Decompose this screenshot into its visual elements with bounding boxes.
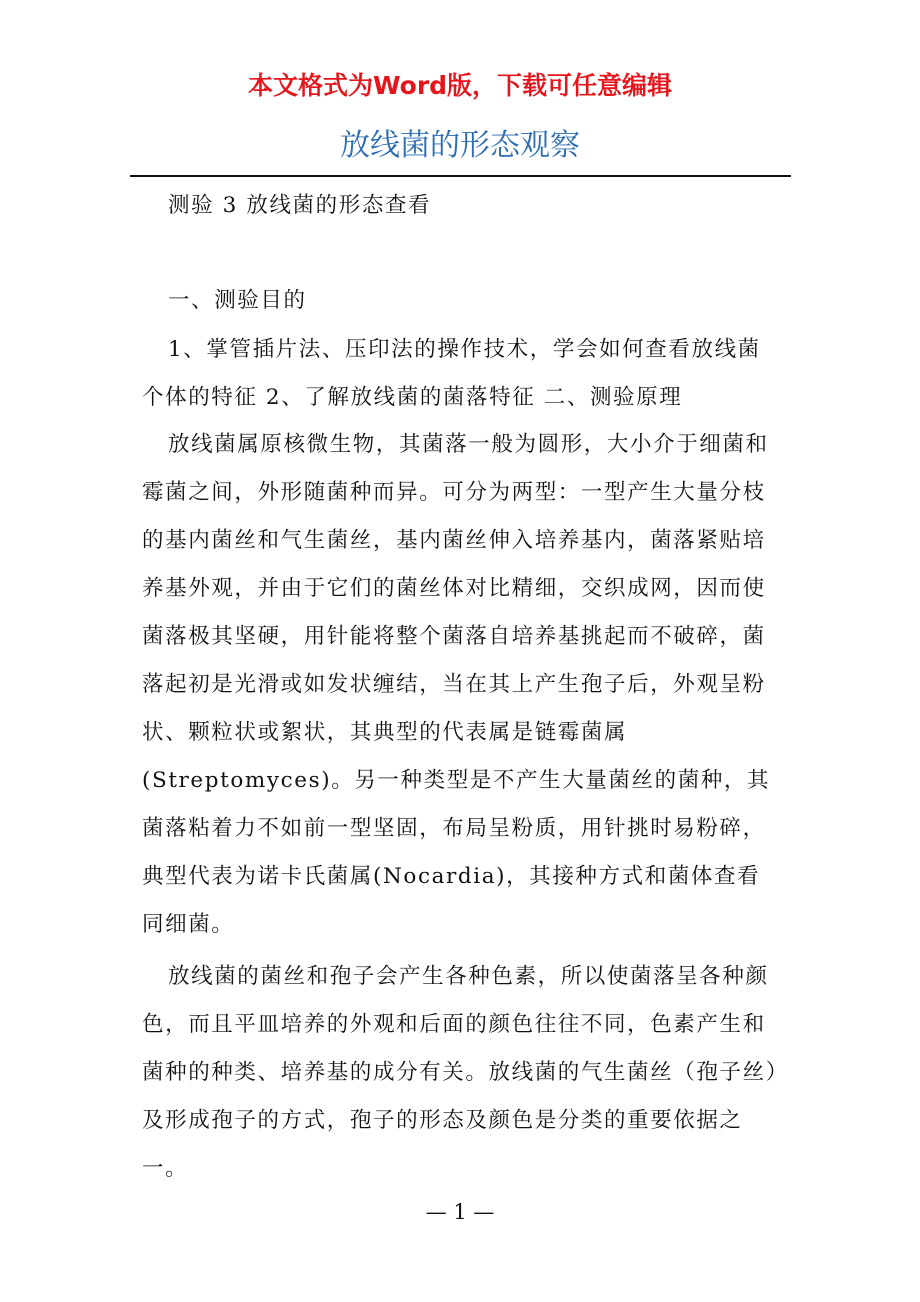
page-number: — 1 — [425, 1200, 495, 1224]
paragraph-principle: 放线菌属原核微生物，其菌落一般为圆形，大小介于细菌和霉菌之间，外形随菌种而异。可分为两型：一型产生大量分枝的基内菌丝和气生菌丝，基内菌丝伸入培养基内，菌落紧贴培养基外观，并由于它们的菌丝体对比精细，交织成网，因而使菌落极其坚硬，用针能将整个菌落自培养基挑起而不破碎，菌落起初是光滑或如发状缠结，当在其上产生孢子后，外观呈粉状、颗粒状或絮状，其典型的代表属是链霉菌属(Streptomyces)。另一种类型是不产生大量菌丝的菌种，其菌落粘着力不如前一型坚固，布局呈粉质，用针挑时易粉碎，典型代表为诺卡氏菌属(Nocardia)，其接种方式和菌体查看同细菌。 [142, 432, 771, 937]
title-divider [130, 175, 791, 177]
experiment-subtitle: 测验 3 放线菌的形态查看 [168, 193, 432, 218]
download-notice-banner: 本文格式为Word版，下载可任意编辑 [247, 71, 673, 100]
paragraph-pigments: 放线菌的菌丝和孢子会产生各种色素，所以使菌落呈各种颜色，而且平皿培养的外观和后面的颜色往往不同，色素产生和菌种的种类、培养基的成分有关。放线菌的气生菌丝（孢子丝）及形成孢子的方式，孢子的形态及颜色是分类的重要依据之一。 [142, 964, 779, 1181]
paragraph-objectives: 1、掌管插片法、压印法的操作技术，学会如何查看放线菌个体的特征 2、了解放线菌的菌落特征 二、测验原理 [142, 337, 761, 410]
document-title: 放线菌的形态观察 [340, 128, 580, 163]
section-heading-purpose: 一、测验目的 [168, 288, 307, 313]
